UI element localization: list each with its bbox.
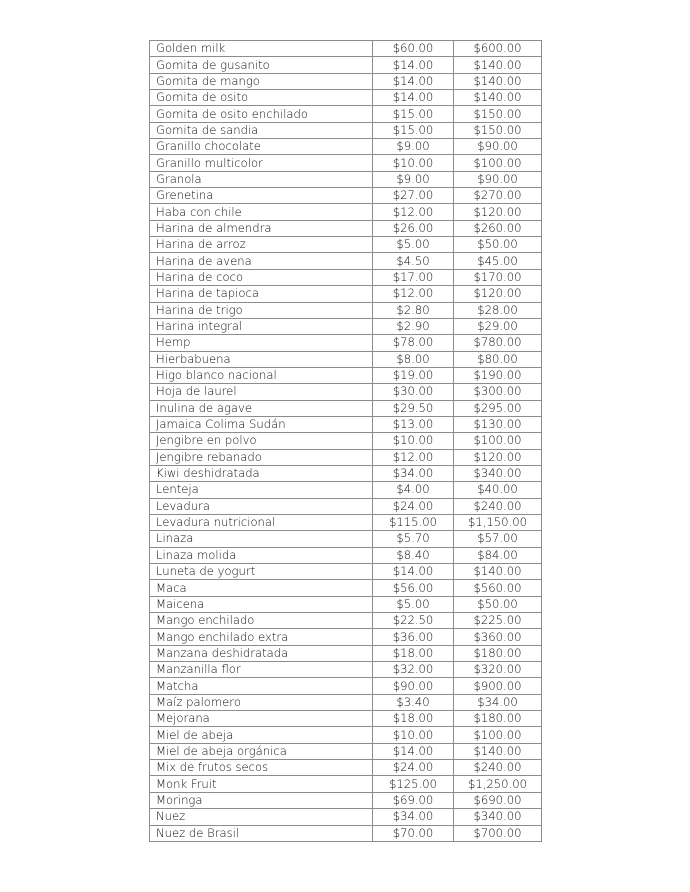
table-row [150, 743, 542, 759]
product-name-cell: Linaza [150, 531, 373, 547]
bulk-price-cell: $34.00 [454, 694, 542, 710]
product-name-cell: Luneta de yogurt [150, 564, 373, 580]
unit-price-cell: $34.00 [373, 809, 454, 825]
product-name-cell: Harina de almendra [150, 220, 373, 236]
table-row [150, 465, 542, 481]
bulk-price-cell: $84.00 [454, 547, 542, 563]
bulk-price-cell: $690.00 [454, 792, 542, 808]
table-row [150, 564, 542, 580]
bulk-price-cell: $130.00 [454, 416, 542, 432]
unit-price-cell: $32.00 [373, 662, 454, 678]
unit-price-cell: $27.00 [373, 188, 454, 204]
product-name-cell: Gomita de osito enchilado [150, 106, 373, 122]
bulk-price-cell: $295.00 [454, 400, 542, 416]
unit-price-cell: $22.50 [373, 613, 454, 629]
bulk-price-cell: $120.00 [454, 449, 542, 465]
bulk-price-cell: $360.00 [454, 629, 542, 645]
unit-price-cell: $14.00 [373, 73, 454, 89]
table-row [150, 662, 542, 678]
table-row [150, 809, 542, 825]
bulk-price-cell: $100.00 [454, 727, 542, 743]
unit-price-cell: $34.00 [373, 465, 454, 481]
table-row [150, 629, 542, 645]
product-name-cell: Harina de coco [150, 269, 373, 285]
table-row [150, 237, 542, 253]
unit-price-cell: $24.00 [373, 760, 454, 776]
unit-price-cell: $56.00 [373, 580, 454, 596]
table-row [150, 825, 542, 841]
unit-price-cell: $14.00 [373, 564, 454, 580]
bulk-price-cell: $28.00 [454, 302, 542, 318]
table-row [150, 449, 542, 465]
unit-price-cell: $69.00 [373, 792, 454, 808]
product-name-cell: Jamaica Colima Sudán [150, 416, 373, 432]
table-row [150, 580, 542, 596]
bulk-price-cell: $260.00 [454, 220, 542, 236]
product-name-cell: Harina de trigo [150, 302, 373, 318]
product-name-cell: Haba con chile [150, 204, 373, 220]
bulk-price-cell: $170.00 [454, 269, 542, 285]
product-name-cell: Mix de frutos secos [150, 760, 373, 776]
table-row [150, 335, 542, 351]
unit-price-cell: $3.40 [373, 694, 454, 710]
bulk-price-cell: $340.00 [454, 465, 542, 481]
product-name-cell: Matcha [150, 678, 373, 694]
product-name-cell: Monk Fruit [150, 776, 373, 792]
unit-price-cell: $12.00 [373, 204, 454, 220]
table-row [150, 155, 542, 171]
product-name-cell: Miel de abeja [150, 727, 373, 743]
unit-price-cell: $5.70 [373, 531, 454, 547]
product-name-cell: Inulina de agave [150, 400, 373, 416]
product-name-cell: Granola [150, 171, 373, 187]
price-table-body [150, 41, 542, 842]
price-table [149, 40, 542, 842]
unit-price-cell: $12.00 [373, 286, 454, 302]
table-row [150, 727, 542, 743]
bulk-price-cell: $120.00 [454, 204, 542, 220]
bulk-price-cell: $90.00 [454, 171, 542, 187]
product-name-cell: Kiwi deshidratada [150, 465, 373, 481]
unit-price-cell: $13.00 [373, 416, 454, 432]
table-row [150, 57, 542, 73]
unit-price-cell: $17.00 [373, 269, 454, 285]
product-name-cell: Mejorana [150, 711, 373, 727]
bulk-price-cell: $240.00 [454, 498, 542, 514]
table-row [150, 73, 542, 89]
table-row [150, 269, 542, 285]
unit-price-cell: $10.00 [373, 155, 454, 171]
unit-price-cell: $14.00 [373, 743, 454, 759]
product-name-cell: Gomita de gusanito [150, 57, 373, 73]
unit-price-cell: $60.00 [373, 41, 454, 57]
unit-price-cell: $26.00 [373, 220, 454, 236]
bulk-price-cell: $340.00 [454, 809, 542, 825]
product-name-cell: Miel de abeja orgánica [150, 743, 373, 759]
product-name-cell: Granillo multicolor [150, 155, 373, 171]
unit-price-cell: $8.00 [373, 351, 454, 367]
unit-price-cell: $125.00 [373, 776, 454, 792]
unit-price-cell: $9.00 [373, 171, 454, 187]
table-row [150, 188, 542, 204]
table-row [150, 498, 542, 514]
unit-price-cell: $70.00 [373, 825, 454, 841]
product-name-cell: Harina de tapioca [150, 286, 373, 302]
bulk-price-cell: $180.00 [454, 645, 542, 661]
bulk-price-cell: $140.00 [454, 57, 542, 73]
unit-price-cell: $18.00 [373, 711, 454, 727]
bulk-price-cell: $1,150.00 [454, 514, 542, 530]
bulk-price-cell: $80.00 [454, 351, 542, 367]
unit-price-cell: $14.00 [373, 57, 454, 73]
table-row [150, 531, 542, 547]
unit-price-cell: $18.00 [373, 645, 454, 661]
unit-price-cell: $10.00 [373, 727, 454, 743]
bulk-price-cell: $90.00 [454, 139, 542, 155]
unit-price-cell: $12.00 [373, 449, 454, 465]
unit-price-cell: $78.00 [373, 335, 454, 351]
unit-price-cell: $2.90 [373, 318, 454, 334]
table-row [150, 90, 542, 106]
product-name-cell: Harina integral [150, 318, 373, 334]
unit-price-cell: $30.00 [373, 384, 454, 400]
bulk-price-cell: $560.00 [454, 580, 542, 596]
table-row [150, 400, 542, 416]
product-name-cell: Mango enchilado extra [150, 629, 373, 645]
table-row [150, 547, 542, 563]
bulk-price-cell: $100.00 [454, 155, 542, 171]
bulk-price-cell: $1,250.00 [454, 776, 542, 792]
product-name-cell: Nuez [150, 809, 373, 825]
product-name-cell: Gomita de sandia [150, 122, 373, 138]
table-row [150, 416, 542, 432]
table-row [150, 302, 542, 318]
bulk-price-cell: $140.00 [454, 564, 542, 580]
unit-price-cell: $2.80 [373, 302, 454, 318]
product-name-cell: Grenetina [150, 188, 373, 204]
bulk-price-cell: $40.00 [454, 482, 542, 498]
product-name-cell: Jengibre rebanado [150, 449, 373, 465]
bulk-price-cell: $45.00 [454, 253, 542, 269]
bulk-price-cell: $225.00 [454, 613, 542, 629]
bulk-price-cell: $50.00 [454, 596, 542, 612]
bulk-price-cell: $190.00 [454, 367, 542, 383]
bulk-price-cell: $120.00 [454, 286, 542, 302]
table-row [150, 351, 542, 367]
product-name-cell: Manzanilla flor [150, 662, 373, 678]
unit-price-cell: $4.00 [373, 482, 454, 498]
bulk-price-cell: $50.00 [454, 237, 542, 253]
unit-price-cell: $5.00 [373, 237, 454, 253]
bulk-price-cell: $140.00 [454, 743, 542, 759]
unit-price-cell: $24.00 [373, 498, 454, 514]
table-row [150, 204, 542, 220]
table-row [150, 678, 542, 694]
unit-price-cell: $90.00 [373, 678, 454, 694]
bulk-price-cell: $100.00 [454, 433, 542, 449]
product-name-cell: Maicena [150, 596, 373, 612]
table-row [150, 367, 542, 383]
unit-price-cell: $5.00 [373, 596, 454, 612]
bulk-price-cell: $240.00 [454, 760, 542, 776]
unit-price-cell: $115.00 [373, 514, 454, 530]
product-name-cell: Lenteja [150, 482, 373, 498]
table-row [150, 318, 542, 334]
unit-price-cell: $19.00 [373, 367, 454, 383]
bulk-price-cell: $300.00 [454, 384, 542, 400]
product-name-cell: Manzana deshidratada [150, 645, 373, 661]
unit-price-cell: $4.50 [373, 253, 454, 269]
bulk-price-cell: $320.00 [454, 662, 542, 678]
unit-price-cell: $8.40 [373, 547, 454, 563]
table-row [150, 41, 542, 57]
bulk-price-cell: $29.00 [454, 318, 542, 334]
product-name-cell: Harina de avena [150, 253, 373, 269]
table-row [150, 433, 542, 449]
table-row [150, 253, 542, 269]
unit-price-cell: $29.50 [373, 400, 454, 416]
product-name-cell: Golden milk [150, 41, 373, 57]
bulk-price-cell: $600.00 [454, 41, 542, 57]
product-name-cell: Granillo chocolate [150, 139, 373, 155]
product-name-cell: Levadura nutricional [150, 514, 373, 530]
product-name-cell: Maíz palomero [150, 694, 373, 710]
table-row [150, 711, 542, 727]
table-row [150, 122, 542, 138]
table-row [150, 792, 542, 808]
table-row [150, 384, 542, 400]
table-row [150, 596, 542, 612]
bulk-price-cell: $700.00 [454, 825, 542, 841]
product-name-cell: Moringa [150, 792, 373, 808]
unit-price-cell: $9.00 [373, 139, 454, 155]
product-name-cell: Hierbabuena [150, 351, 373, 367]
bulk-price-cell: $180.00 [454, 711, 542, 727]
table-row [150, 613, 542, 629]
bulk-price-cell: $900.00 [454, 678, 542, 694]
product-name-cell: Harina de arroz [150, 237, 373, 253]
product-name-cell: Mango enchilado [150, 613, 373, 629]
product-name-cell: Gomita de osito [150, 90, 373, 106]
unit-price-cell: $36.00 [373, 629, 454, 645]
table-row [150, 139, 542, 155]
table-row [150, 760, 542, 776]
bulk-price-cell: $140.00 [454, 73, 542, 89]
table-row [150, 171, 542, 187]
bulk-price-cell: $57.00 [454, 531, 542, 547]
table-row [150, 645, 542, 661]
unit-price-cell: $14.00 [373, 90, 454, 106]
bulk-price-cell: $780.00 [454, 335, 542, 351]
bulk-price-cell: $270.00 [454, 188, 542, 204]
product-name-cell: Gomita de mango [150, 73, 373, 89]
product-name-cell: Nuez de Brasil [150, 825, 373, 841]
table-row [150, 106, 542, 122]
bulk-price-cell: $140.00 [454, 90, 542, 106]
bulk-price-cell: $150.00 [454, 106, 542, 122]
price-list-sheet [149, 40, 541, 842]
table-row [150, 514, 542, 530]
product-name-cell: Maca [150, 580, 373, 596]
product-name-cell: Jengibre en polvo [150, 433, 373, 449]
product-name-cell: Levadura [150, 498, 373, 514]
product-name-cell: Linaza molida [150, 547, 373, 563]
table-row [150, 694, 542, 710]
table-row [150, 776, 542, 792]
product-name-cell: Hemp [150, 335, 373, 351]
bulk-price-cell: $150.00 [454, 122, 542, 138]
product-name-cell: Hoja de laurel [150, 384, 373, 400]
table-row [150, 482, 542, 498]
unit-price-cell: $15.00 [373, 122, 454, 138]
table-row [150, 286, 542, 302]
unit-price-cell: $10.00 [373, 433, 454, 449]
table-row [150, 220, 542, 236]
unit-price-cell: $15.00 [373, 106, 454, 122]
product-name-cell: Higo blanco nacional [150, 367, 373, 383]
